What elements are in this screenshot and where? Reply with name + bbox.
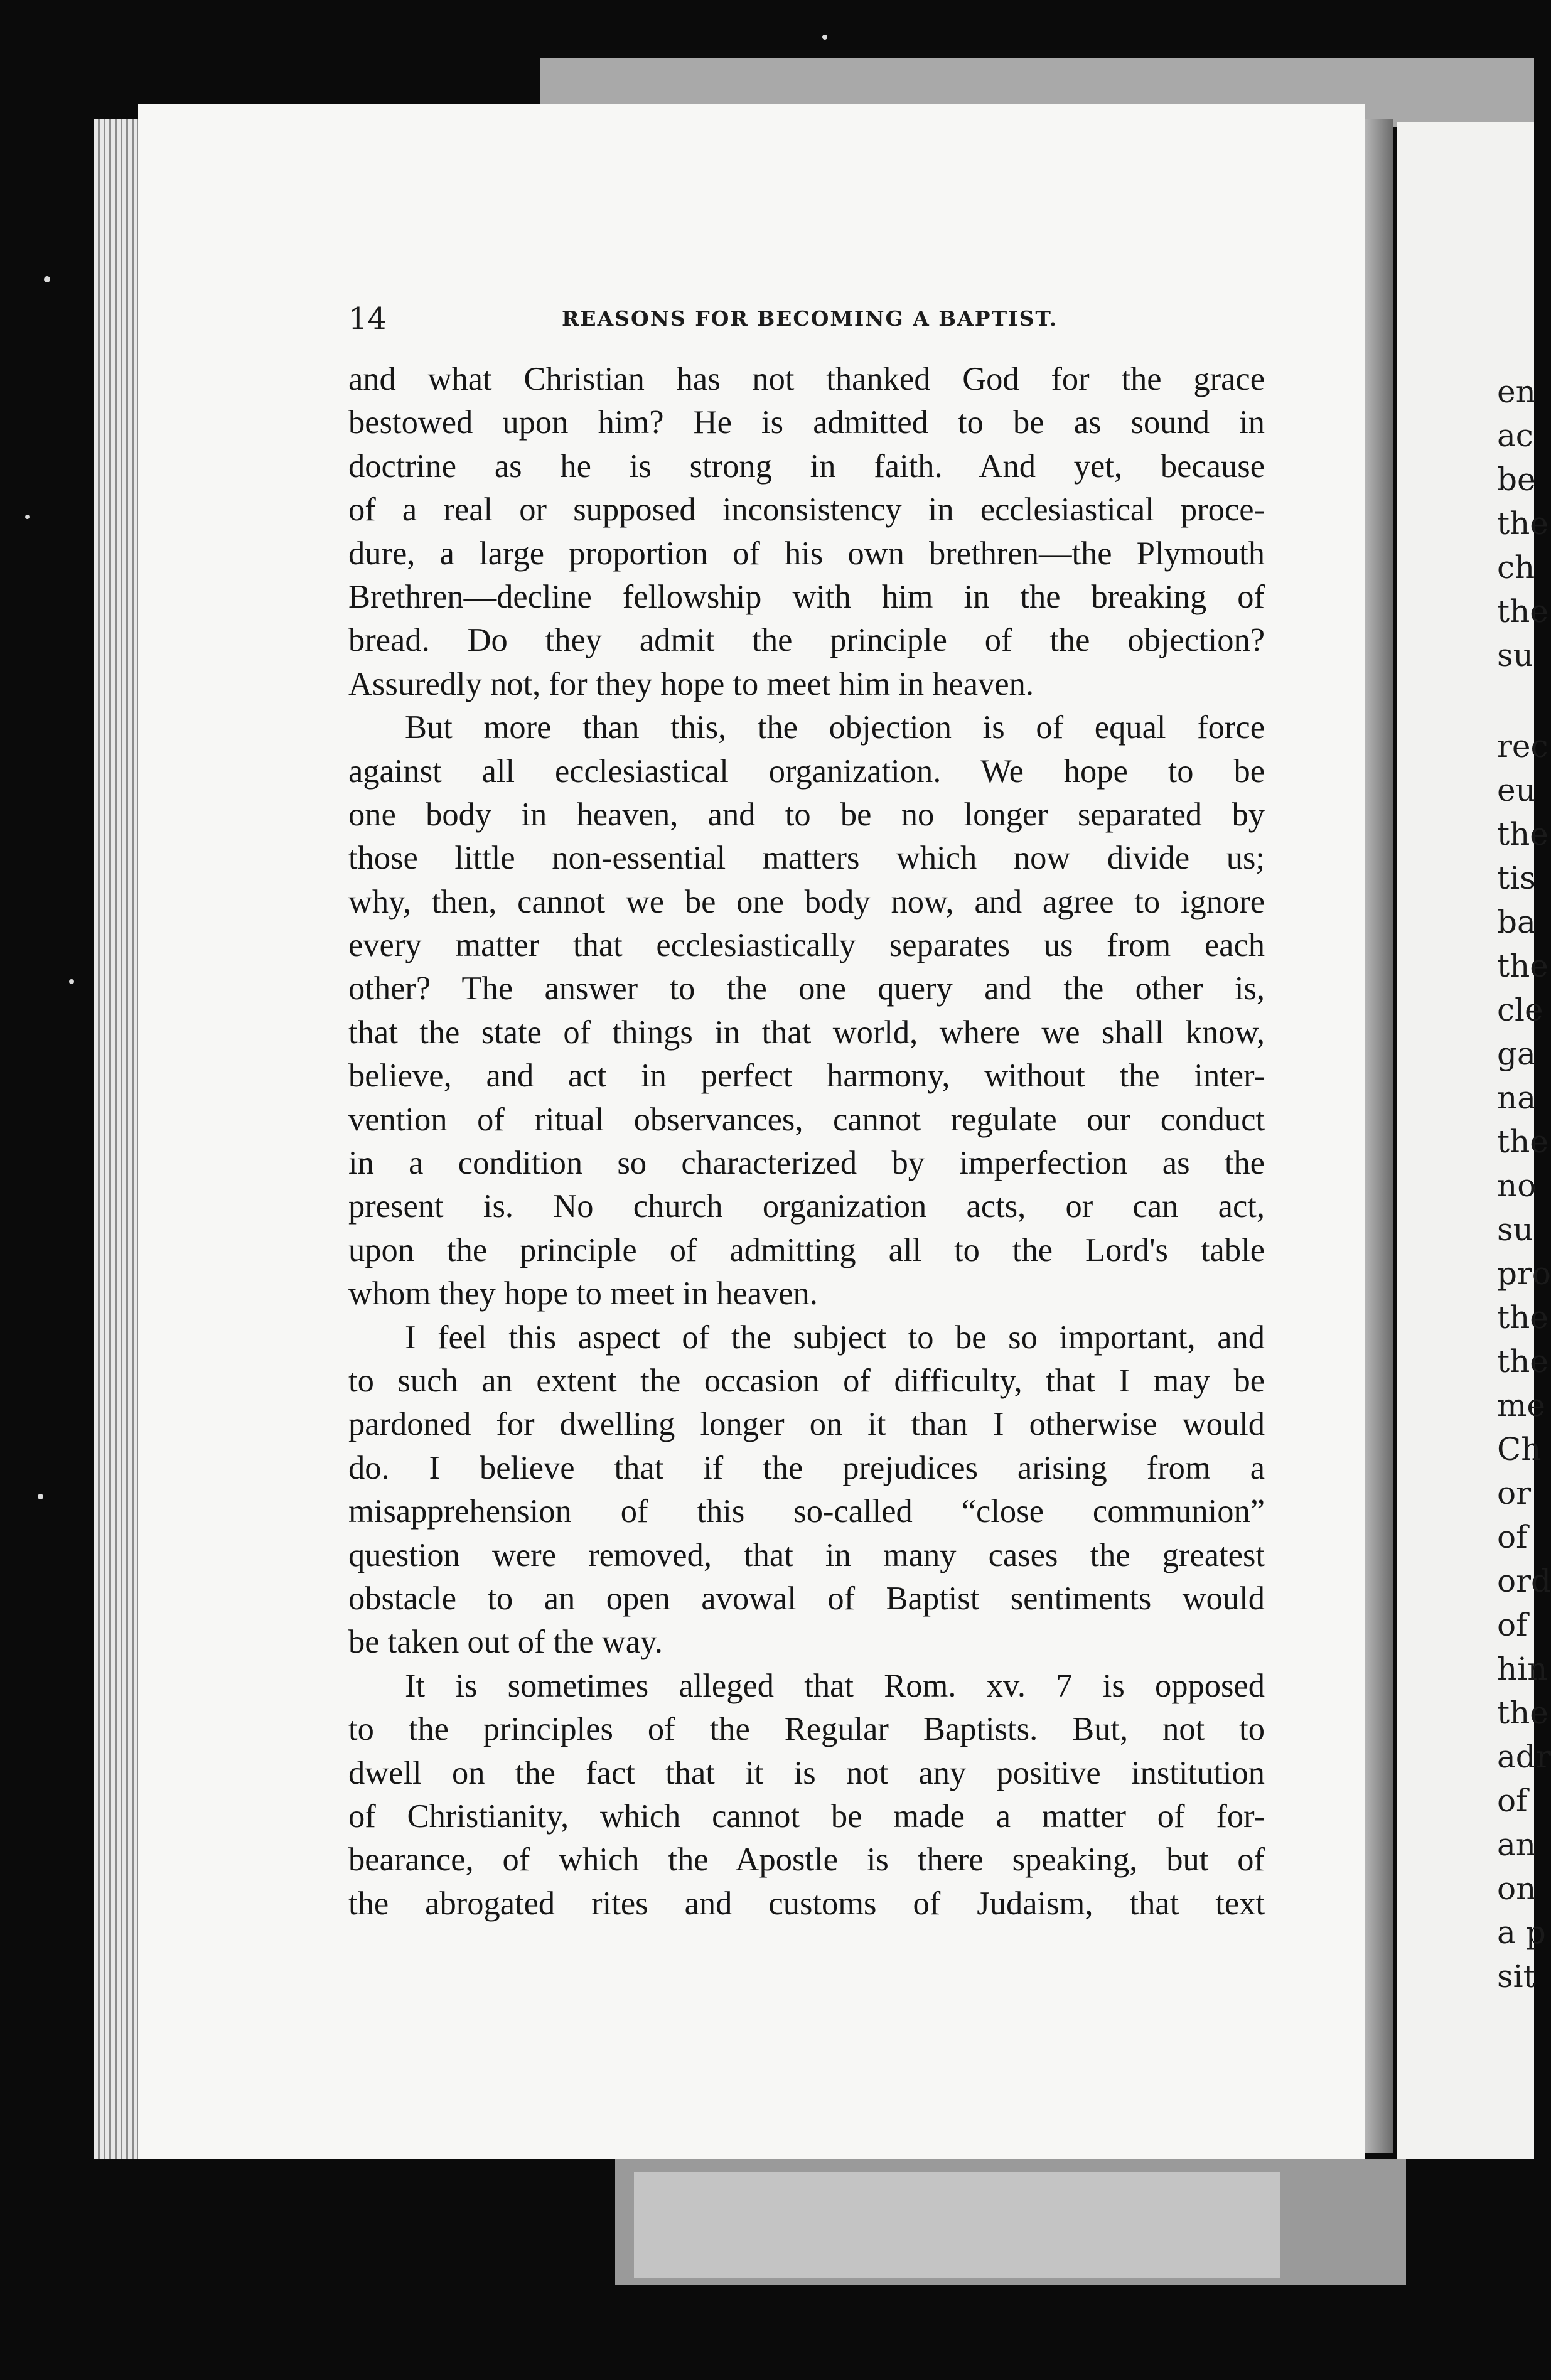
text-line: bread. Do they admit the principle of the objection? [348,622,1265,659]
page-header [348,301,1265,339]
facing-page-fragment: the [1497,1695,1548,1731]
text-line: one body in heaven, and to be no longer separated by [348,796,1265,833]
facing-page-fragment: the [1497,1123,1548,1160]
text-line: doctrine as he is strong in faith. And yet, because [348,448,1265,485]
facing-page-fragment: tis [1497,860,1536,896]
text-line: question were removed, that in many cases the greatest [348,1536,1265,1573]
running-title: REASONS FOR BECOMING A BAPTIST. [562,306,1058,331]
dust-speck [38,1494,43,1499]
facing-page-fragment: pro [1497,1255,1551,1292]
facing-page-fragment: ch [1497,549,1535,586]
text-line: whom they hope to meet in heaven. [348,1275,818,1312]
facing-page-fragment: ord [1497,1563,1551,1599]
text-line: and what Christian has not thanked God for the grace [348,361,1265,397]
text-line: believe, and act in perfect harmony, without the inter- [348,1058,1265,1095]
facing-page-fragment: sit [1497,1958,1536,1995]
text-line: to such an extent the occasion of difficulty, that I may be [348,1362,1265,1399]
facing-page-fragment: of [1497,1607,1528,1643]
dust-speck [44,276,50,282]
facing-page-fragment: adr [1497,1739,1551,1775]
text-line: present is. No church organization acts, or can act, [348,1188,1265,1225]
facing-page-fragment: en [1497,373,1536,410]
facing-page-fragment: ba [1497,904,1536,940]
facing-page-fragment: be [1497,461,1536,498]
text-line: be taken out of the way. [348,1624,663,1661]
text-line: I feel this aspect of the subject to be so important, and [405,1319,1265,1356]
facing-page-fragment: an [1497,1826,1537,1863]
text-line: of Christianity, which cannot be made a matter of for- [348,1798,1265,1835]
facing-page-fragment: ga [1497,1036,1536,1072]
facing-page-fragment: no [1497,1167,1537,1204]
facing-page-fragment: me [1497,1387,1546,1423]
text-line: other? The answer to the one query and the other is, [348,970,1265,1007]
text-line: Brethren—decline fellowship with him in the breaking of [348,578,1265,615]
dust-speck [69,979,74,984]
facing-page-fragment: eu [1497,772,1536,808]
text-line: every matter that ecclesiastically separates us from each [348,927,1265,964]
dust-speck [25,515,30,519]
facing-page-fragment: of [1497,1782,1528,1819]
text-line: pardoned for dwelling longer on it than I otherwise would [348,1406,1265,1443]
page-number: 14 [348,301,387,336]
book-page-edges [94,119,144,2159]
facing-page-fragment: on [1497,1870,1537,1907]
text-line: those little non-essential matters which now divide us; [348,840,1265,877]
facing-page-fragment: the [1497,816,1548,852]
facing-page-fragment: of [1497,1519,1528,1555]
facing-page-fragment: su [1497,1211,1533,1248]
text-line: obstacle to an open avowal of Baptist sentiments would [348,1580,1265,1617]
text-line: vention of ritual observances, cannot regulate our conduct [348,1101,1265,1138]
text-line: do. I believe that if the prejudices arising from a [348,1449,1265,1486]
text-line: why, then, cannot we be one body now, and agree to ignore [348,883,1265,920]
page-stack-bottom-inner [634,2172,1280,2278]
facing-page-fragment: the [1497,593,1548,630]
facing-page-fragment: rec [1497,728,1548,764]
facing-page-fragment: the [1497,948,1548,984]
facing-page-fragment: cle [1497,992,1543,1028]
text-line: that the state of things in that world, where we shall know, [348,1014,1265,1051]
facing-page-fragment: or [1497,1475,1532,1511]
body-text [348,358,1265,1926]
text-line: upon the principle of admitting all to the Lord's table [348,1231,1265,1268]
text-line: bestowed upon him? He is admitted to be as sound in [348,404,1265,441]
dust-speck [822,35,827,40]
text-line: the abrogated rites and customs of Judaism, that text [348,1885,1265,1922]
facing-page-fragment: hin [1497,1651,1548,1687]
text-line: of a real or supposed inconsistency in ecclesiastical proce- [348,491,1265,528]
text-line: But more than this, the objection is of equal force [405,709,1265,746]
facing-page-fragment: su [1497,637,1533,673]
text-line: It is sometimes alleged that Rom. xv. 7 is opposed [405,1667,1265,1704]
facing-page-fragment: na [1497,1080,1537,1116]
text-line: bearance, of which the Apostle is there speaking, but of [348,1841,1265,1879]
text-line: in a condition so characterized by imperfection as the [348,1145,1265,1182]
facing-page-fragment: Ch [1497,1431,1542,1467]
text-line: to the principles of the Regular Baptists. But, not to [348,1711,1265,1748]
text-line: dure, a large proportion of his own brethren—the Plymouth [348,535,1265,572]
text-line: against all ecclesiastical organization. We hope to be [348,753,1265,790]
facing-page-fragment: a p [1497,1914,1546,1951]
facing-page-fragment: the [1497,505,1548,542]
facing-page-fragment: the [1497,1343,1548,1380]
text-line: dwell on the fact that it is not any positive institution [348,1754,1265,1791]
text-line: misapprehension of this so-called “close communion” [348,1493,1265,1530]
facing-page-fragment: the [1497,1299,1548,1336]
facing-page-fragment: ac [1497,417,1533,454]
text-line: Assuredly not, for they hope to meet him in heaven. [348,665,1034,702]
